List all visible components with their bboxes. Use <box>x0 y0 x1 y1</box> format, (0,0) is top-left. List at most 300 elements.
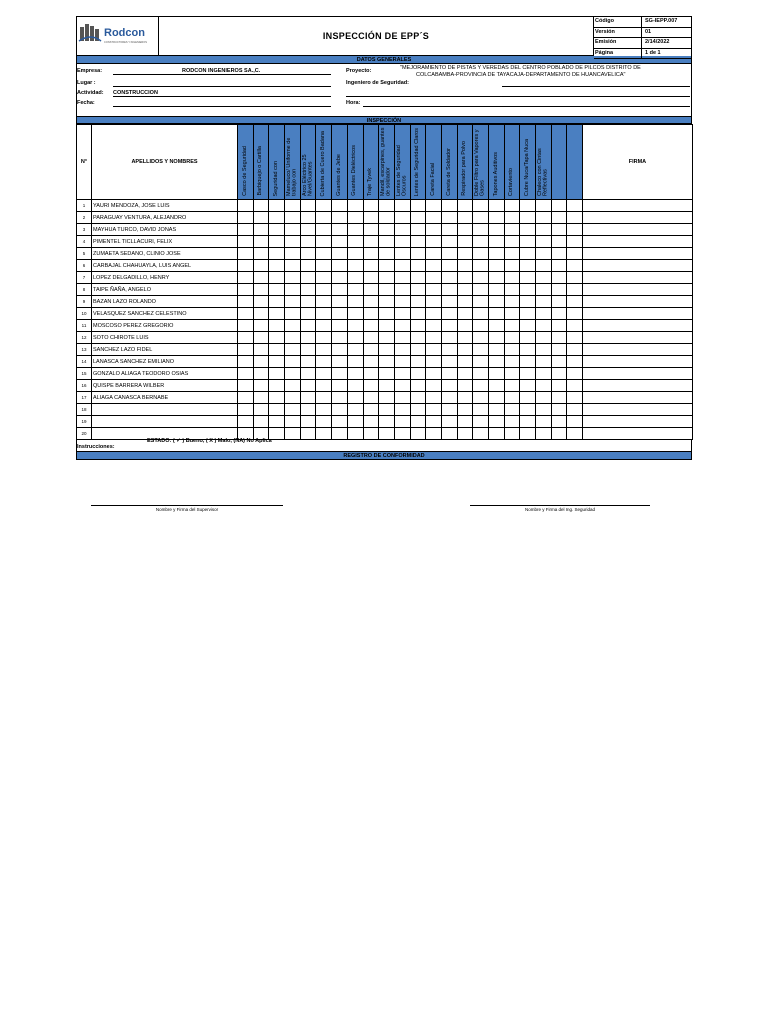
epp-check-cell[interactable] <box>441 416 457 428</box>
epp-check-cell[interactable] <box>253 344 269 356</box>
epp-check-cell[interactable] <box>426 236 442 248</box>
epp-check-cell[interactable] <box>300 212 316 224</box>
epp-check-cell[interactable] <box>269 224 285 236</box>
epp-check-cell[interactable] <box>536 200 552 212</box>
epp-check-cell[interactable] <box>379 224 395 236</box>
epp-check-cell[interactable] <box>520 200 536 212</box>
epp-check-cell[interactable] <box>551 416 567 428</box>
epp-check-cell[interactable] <box>536 224 552 236</box>
epp-check-cell[interactable] <box>300 284 316 296</box>
epp-check-cell[interactable] <box>489 416 505 428</box>
epp-check-cell[interactable] <box>567 320 583 332</box>
epp-check-cell[interactable] <box>426 428 442 440</box>
epp-check-cell[interactable] <box>363 260 379 272</box>
epp-check-cell[interactable] <box>551 308 567 320</box>
epp-check-cell[interactable] <box>253 272 269 284</box>
epp-check-cell[interactable] <box>520 416 536 428</box>
epp-check-cell[interactable] <box>332 224 348 236</box>
epp-check-cell[interactable] <box>269 392 285 404</box>
epp-check-cell[interactable] <box>536 416 552 428</box>
epp-check-cell[interactable] <box>426 320 442 332</box>
epp-check-cell[interactable] <box>394 404 410 416</box>
epp-check-cell[interactable] <box>300 344 316 356</box>
epp-check-cell[interactable] <box>473 380 489 392</box>
epp-check-cell[interactable] <box>332 212 348 224</box>
epp-check-cell[interactable] <box>441 236 457 248</box>
epp-check-cell[interactable] <box>253 404 269 416</box>
epp-check-cell[interactable] <box>520 344 536 356</box>
epp-check-cell[interactable] <box>394 260 410 272</box>
epp-check-cell[interactable] <box>426 332 442 344</box>
epp-check-cell[interactable] <box>441 224 457 236</box>
epp-check-cell[interactable] <box>379 248 395 260</box>
epp-check-cell[interactable] <box>363 380 379 392</box>
epp-check-cell[interactable] <box>410 296 426 308</box>
epp-check-cell[interactable] <box>285 236 301 248</box>
epp-check-cell[interactable] <box>285 380 301 392</box>
epp-check-cell[interactable] <box>410 260 426 272</box>
epp-check-cell[interactable] <box>551 428 567 440</box>
epp-check-cell[interactable] <box>536 368 552 380</box>
epp-check-cell[interactable] <box>457 368 473 380</box>
epp-check-cell[interactable] <box>567 392 583 404</box>
epp-check-cell[interactable] <box>253 416 269 428</box>
epp-check-cell[interactable] <box>332 320 348 332</box>
epp-check-cell[interactable] <box>426 368 442 380</box>
epp-check-cell[interactable] <box>567 344 583 356</box>
epp-check-cell[interactable] <box>504 356 520 368</box>
epp-check-cell[interactable] <box>489 356 505 368</box>
epp-check-cell[interactable] <box>489 320 505 332</box>
epp-check-cell[interactable] <box>394 392 410 404</box>
signature-cell[interactable] <box>583 296 693 308</box>
epp-check-cell[interactable] <box>489 392 505 404</box>
epp-check-cell[interactable] <box>426 404 442 416</box>
epp-check-cell[interactable] <box>238 404 254 416</box>
epp-check-cell[interactable] <box>363 308 379 320</box>
epp-check-cell[interactable] <box>489 236 505 248</box>
epp-check-cell[interactable] <box>300 248 316 260</box>
epp-check-cell[interactable] <box>551 224 567 236</box>
epp-check-cell[interactable] <box>457 200 473 212</box>
epp-check-cell[interactable] <box>316 332 332 344</box>
epp-check-cell[interactable] <box>347 356 363 368</box>
epp-check-cell[interactable] <box>504 392 520 404</box>
epp-check-cell[interactable] <box>551 236 567 248</box>
epp-check-cell[interactable] <box>410 344 426 356</box>
epp-check-cell[interactable] <box>253 296 269 308</box>
epp-check-cell[interactable] <box>489 332 505 344</box>
epp-check-cell[interactable] <box>441 392 457 404</box>
epp-check-cell[interactable] <box>300 296 316 308</box>
epp-check-cell[interactable] <box>238 356 254 368</box>
epp-check-cell[interactable] <box>316 248 332 260</box>
epp-check-cell[interactable] <box>567 428 583 440</box>
epp-check-cell[interactable] <box>457 416 473 428</box>
epp-check-cell[interactable] <box>504 320 520 332</box>
epp-check-cell[interactable] <box>394 332 410 344</box>
epp-check-cell[interactable] <box>426 356 442 368</box>
epp-check-cell[interactable] <box>253 284 269 296</box>
epp-check-cell[interactable] <box>567 236 583 248</box>
epp-check-cell[interactable] <box>379 380 395 392</box>
epp-check-cell[interactable] <box>300 380 316 392</box>
epp-check-cell[interactable] <box>457 296 473 308</box>
epp-check-cell[interactable] <box>520 260 536 272</box>
epp-check-cell[interactable] <box>316 308 332 320</box>
epp-check-cell[interactable] <box>567 212 583 224</box>
signature-cell[interactable] <box>583 272 693 284</box>
epp-check-cell[interactable] <box>379 212 395 224</box>
epp-check-cell[interactable] <box>379 308 395 320</box>
epp-check-cell[interactable] <box>441 212 457 224</box>
epp-check-cell[interactable] <box>316 272 332 284</box>
epp-check-cell[interactable] <box>567 272 583 284</box>
epp-check-cell[interactable] <box>504 272 520 284</box>
epp-check-cell[interactable] <box>441 248 457 260</box>
epp-check-cell[interactable] <box>253 320 269 332</box>
epp-check-cell[interactable] <box>253 236 269 248</box>
epp-check-cell[interactable] <box>285 356 301 368</box>
epp-check-cell[interactable] <box>426 272 442 284</box>
epp-check-cell[interactable] <box>473 284 489 296</box>
epp-check-cell[interactable] <box>363 236 379 248</box>
epp-check-cell[interactable] <box>504 404 520 416</box>
epp-check-cell[interactable] <box>363 332 379 344</box>
epp-check-cell[interactable] <box>347 380 363 392</box>
epp-check-cell[interactable] <box>238 380 254 392</box>
epp-check-cell[interactable] <box>473 200 489 212</box>
epp-check-cell[interactable] <box>253 260 269 272</box>
epp-check-cell[interactable] <box>567 224 583 236</box>
epp-check-cell[interactable] <box>441 296 457 308</box>
epp-check-cell[interactable] <box>426 260 442 272</box>
epp-check-cell[interactable] <box>394 368 410 380</box>
epp-check-cell[interactable] <box>300 404 316 416</box>
epp-check-cell[interactable] <box>551 284 567 296</box>
epp-check-cell[interactable] <box>426 212 442 224</box>
epp-check-cell[interactable] <box>551 296 567 308</box>
epp-check-cell[interactable] <box>347 200 363 212</box>
epp-check-cell[interactable] <box>332 308 348 320</box>
epp-check-cell[interactable] <box>520 320 536 332</box>
signature-cell[interactable] <box>583 308 693 320</box>
epp-check-cell[interactable] <box>394 416 410 428</box>
epp-check-cell[interactable] <box>457 308 473 320</box>
epp-check-cell[interactable] <box>489 200 505 212</box>
epp-check-cell[interactable] <box>238 368 254 380</box>
epp-check-cell[interactable] <box>300 224 316 236</box>
epp-check-cell[interactable] <box>300 260 316 272</box>
epp-check-cell[interactable] <box>504 416 520 428</box>
epp-check-cell[interactable] <box>489 284 505 296</box>
epp-check-cell[interactable] <box>567 380 583 392</box>
epp-check-cell[interactable] <box>551 212 567 224</box>
epp-check-cell[interactable] <box>363 320 379 332</box>
epp-check-cell[interactable] <box>238 308 254 320</box>
epp-check-cell[interactable] <box>363 212 379 224</box>
epp-check-cell[interactable] <box>347 368 363 380</box>
epp-check-cell[interactable] <box>441 380 457 392</box>
epp-check-cell[interactable] <box>489 380 505 392</box>
epp-check-cell[interactable] <box>347 392 363 404</box>
epp-check-cell[interactable] <box>473 272 489 284</box>
epp-check-cell[interactable] <box>332 236 348 248</box>
epp-check-cell[interactable] <box>504 260 520 272</box>
signature-cell[interactable] <box>583 416 693 428</box>
epp-check-cell[interactable] <box>394 236 410 248</box>
epp-check-cell[interactable] <box>238 200 254 212</box>
epp-check-cell[interactable] <box>379 344 395 356</box>
epp-check-cell[interactable] <box>332 416 348 428</box>
epp-check-cell[interactable] <box>441 368 457 380</box>
epp-check-cell[interactable] <box>473 224 489 236</box>
epp-check-cell[interactable] <box>300 320 316 332</box>
epp-check-cell[interactable] <box>394 212 410 224</box>
epp-check-cell[interactable] <box>551 332 567 344</box>
epp-check-cell[interactable] <box>536 380 552 392</box>
epp-check-cell[interactable] <box>441 260 457 272</box>
epp-check-cell[interactable] <box>253 380 269 392</box>
epp-check-cell[interactable] <box>567 416 583 428</box>
epp-check-cell[interactable] <box>269 332 285 344</box>
epp-check-cell[interactable] <box>457 284 473 296</box>
epp-check-cell[interactable] <box>238 224 254 236</box>
signature-cell[interactable] <box>583 344 693 356</box>
epp-check-cell[interactable] <box>316 224 332 236</box>
epp-check-cell[interactable] <box>473 368 489 380</box>
epp-check-cell[interactable] <box>332 404 348 416</box>
epp-check-cell[interactable] <box>536 296 552 308</box>
epp-check-cell[interactable] <box>269 212 285 224</box>
epp-check-cell[interactable] <box>269 320 285 332</box>
epp-check-cell[interactable] <box>426 296 442 308</box>
epp-check-cell[interactable] <box>238 236 254 248</box>
epp-check-cell[interactable] <box>457 320 473 332</box>
epp-check-cell[interactable] <box>473 320 489 332</box>
epp-check-cell[interactable] <box>394 308 410 320</box>
epp-check-cell[interactable] <box>285 296 301 308</box>
epp-check-cell[interactable] <box>332 428 348 440</box>
epp-check-cell[interactable] <box>551 344 567 356</box>
epp-check-cell[interactable] <box>567 260 583 272</box>
epp-check-cell[interactable] <box>536 212 552 224</box>
epp-check-cell[interactable] <box>536 248 552 260</box>
epp-check-cell[interactable] <box>363 416 379 428</box>
epp-check-cell[interactable] <box>489 428 505 440</box>
epp-check-cell[interactable] <box>489 272 505 284</box>
epp-check-cell[interactable] <box>269 308 285 320</box>
epp-check-cell[interactable] <box>489 404 505 416</box>
epp-check-cell[interactable] <box>441 428 457 440</box>
epp-check-cell[interactable] <box>253 200 269 212</box>
epp-check-cell[interactable] <box>269 236 285 248</box>
epp-check-cell[interactable] <box>504 308 520 320</box>
epp-check-cell[interactable] <box>504 296 520 308</box>
epp-check-cell[interactable] <box>441 284 457 296</box>
epp-check-cell[interactable] <box>379 260 395 272</box>
epp-check-cell[interactable] <box>504 380 520 392</box>
epp-check-cell[interactable] <box>379 416 395 428</box>
epp-check-cell[interactable] <box>551 260 567 272</box>
epp-check-cell[interactable] <box>489 308 505 320</box>
epp-check-cell[interactable] <box>285 368 301 380</box>
epp-check-cell[interactable] <box>379 236 395 248</box>
epp-check-cell[interactable] <box>363 404 379 416</box>
epp-check-cell[interactable] <box>426 416 442 428</box>
epp-check-cell[interactable] <box>379 320 395 332</box>
epp-check-cell[interactable] <box>567 296 583 308</box>
epp-check-cell[interactable] <box>316 428 332 440</box>
signature-cell[interactable] <box>583 404 693 416</box>
epp-check-cell[interactable] <box>536 392 552 404</box>
epp-check-cell[interactable] <box>457 380 473 392</box>
epp-check-cell[interactable] <box>253 248 269 260</box>
epp-check-cell[interactable] <box>379 368 395 380</box>
epp-check-cell[interactable] <box>473 236 489 248</box>
epp-check-cell[interactable] <box>520 392 536 404</box>
epp-check-cell[interactable] <box>269 344 285 356</box>
epp-check-cell[interactable] <box>567 368 583 380</box>
epp-check-cell[interactable] <box>410 332 426 344</box>
signature-cell[interactable] <box>583 224 693 236</box>
epp-check-cell[interactable] <box>426 224 442 236</box>
epp-check-cell[interactable] <box>489 224 505 236</box>
epp-check-cell[interactable] <box>457 248 473 260</box>
epp-check-cell[interactable] <box>489 368 505 380</box>
epp-check-cell[interactable] <box>347 248 363 260</box>
epp-check-cell[interactable] <box>300 308 316 320</box>
epp-check-cell[interactable] <box>316 284 332 296</box>
epp-check-cell[interactable] <box>410 320 426 332</box>
epp-check-cell[interactable] <box>520 428 536 440</box>
epp-check-cell[interactable] <box>238 344 254 356</box>
epp-check-cell[interactable] <box>473 356 489 368</box>
epp-check-cell[interactable] <box>536 332 552 344</box>
epp-check-cell[interactable] <box>457 224 473 236</box>
epp-check-cell[interactable] <box>238 416 254 428</box>
epp-check-cell[interactable] <box>363 284 379 296</box>
epp-check-cell[interactable] <box>285 428 301 440</box>
epp-check-cell[interactable] <box>520 296 536 308</box>
epp-check-cell[interactable] <box>473 212 489 224</box>
epp-check-cell[interactable] <box>253 308 269 320</box>
epp-check-cell[interactable] <box>394 248 410 260</box>
epp-check-cell[interactable] <box>300 356 316 368</box>
epp-check-cell[interactable] <box>379 332 395 344</box>
epp-check-cell[interactable] <box>551 272 567 284</box>
epp-check-cell[interactable] <box>473 416 489 428</box>
epp-check-cell[interactable] <box>347 236 363 248</box>
epp-check-cell[interactable] <box>536 428 552 440</box>
epp-check-cell[interactable] <box>285 308 301 320</box>
epp-check-cell[interactable] <box>332 248 348 260</box>
epp-check-cell[interactable] <box>269 368 285 380</box>
epp-check-cell[interactable] <box>285 248 301 260</box>
epp-check-cell[interactable] <box>332 332 348 344</box>
epp-check-cell[interactable] <box>316 356 332 368</box>
epp-check-cell[interactable] <box>332 200 348 212</box>
epp-check-cell[interactable] <box>504 368 520 380</box>
epp-check-cell[interactable] <box>238 296 254 308</box>
epp-check-cell[interactable] <box>441 308 457 320</box>
epp-check-cell[interactable] <box>394 296 410 308</box>
epp-check-cell[interactable] <box>253 356 269 368</box>
epp-check-cell[interactable] <box>238 248 254 260</box>
signature-cell[interactable] <box>583 212 693 224</box>
epp-check-cell[interactable] <box>489 344 505 356</box>
epp-check-cell[interactable] <box>520 404 536 416</box>
epp-check-cell[interactable] <box>567 356 583 368</box>
epp-check-cell[interactable] <box>394 344 410 356</box>
epp-check-cell[interactable] <box>285 416 301 428</box>
epp-check-cell[interactable] <box>363 272 379 284</box>
epp-check-cell[interactable] <box>300 236 316 248</box>
epp-check-cell[interactable] <box>489 296 505 308</box>
epp-check-cell[interactable] <box>504 236 520 248</box>
epp-check-cell[interactable] <box>457 344 473 356</box>
epp-check-cell[interactable] <box>285 200 301 212</box>
epp-check-cell[interactable] <box>379 272 395 284</box>
epp-check-cell[interactable] <box>347 428 363 440</box>
epp-check-cell[interactable] <box>473 344 489 356</box>
epp-check-cell[interactable] <box>473 392 489 404</box>
epp-check-cell[interactable] <box>238 332 254 344</box>
epp-check-cell[interactable] <box>238 320 254 332</box>
epp-check-cell[interactable] <box>410 404 426 416</box>
epp-check-cell[interactable] <box>410 248 426 260</box>
epp-check-cell[interactable] <box>379 404 395 416</box>
epp-check-cell[interactable] <box>410 308 426 320</box>
epp-check-cell[interactable] <box>347 332 363 344</box>
signature-cell[interactable] <box>583 428 693 440</box>
epp-check-cell[interactable] <box>441 200 457 212</box>
epp-check-cell[interactable] <box>504 212 520 224</box>
epp-check-cell[interactable] <box>489 212 505 224</box>
epp-check-cell[interactable] <box>457 392 473 404</box>
epp-check-cell[interactable] <box>520 380 536 392</box>
epp-check-cell[interactable] <box>473 260 489 272</box>
epp-check-cell[interactable] <box>253 212 269 224</box>
epp-check-cell[interactable] <box>426 344 442 356</box>
epp-check-cell[interactable] <box>300 332 316 344</box>
epp-check-cell[interactable] <box>536 236 552 248</box>
epp-check-cell[interactable] <box>473 404 489 416</box>
epp-check-cell[interactable] <box>316 212 332 224</box>
signature-cell[interactable] <box>583 332 693 344</box>
epp-check-cell[interactable] <box>332 392 348 404</box>
epp-check-cell[interactable] <box>457 260 473 272</box>
epp-check-cell[interactable] <box>551 404 567 416</box>
epp-check-cell[interactable] <box>269 200 285 212</box>
epp-check-cell[interactable] <box>473 308 489 320</box>
signature-cell[interactable] <box>583 368 693 380</box>
epp-check-cell[interactable] <box>567 332 583 344</box>
epp-check-cell[interactable] <box>473 428 489 440</box>
epp-check-cell[interactable] <box>285 212 301 224</box>
epp-check-cell[interactable] <box>457 428 473 440</box>
epp-check-cell[interactable] <box>269 260 285 272</box>
epp-check-cell[interactable] <box>363 248 379 260</box>
epp-check-cell[interactable] <box>347 320 363 332</box>
epp-check-cell[interactable] <box>363 392 379 404</box>
epp-check-cell[interactable] <box>426 392 442 404</box>
epp-check-cell[interactable] <box>504 248 520 260</box>
epp-check-cell[interactable] <box>285 284 301 296</box>
epp-check-cell[interactable] <box>410 416 426 428</box>
epp-check-cell[interactable] <box>426 284 442 296</box>
epp-check-cell[interactable] <box>363 296 379 308</box>
